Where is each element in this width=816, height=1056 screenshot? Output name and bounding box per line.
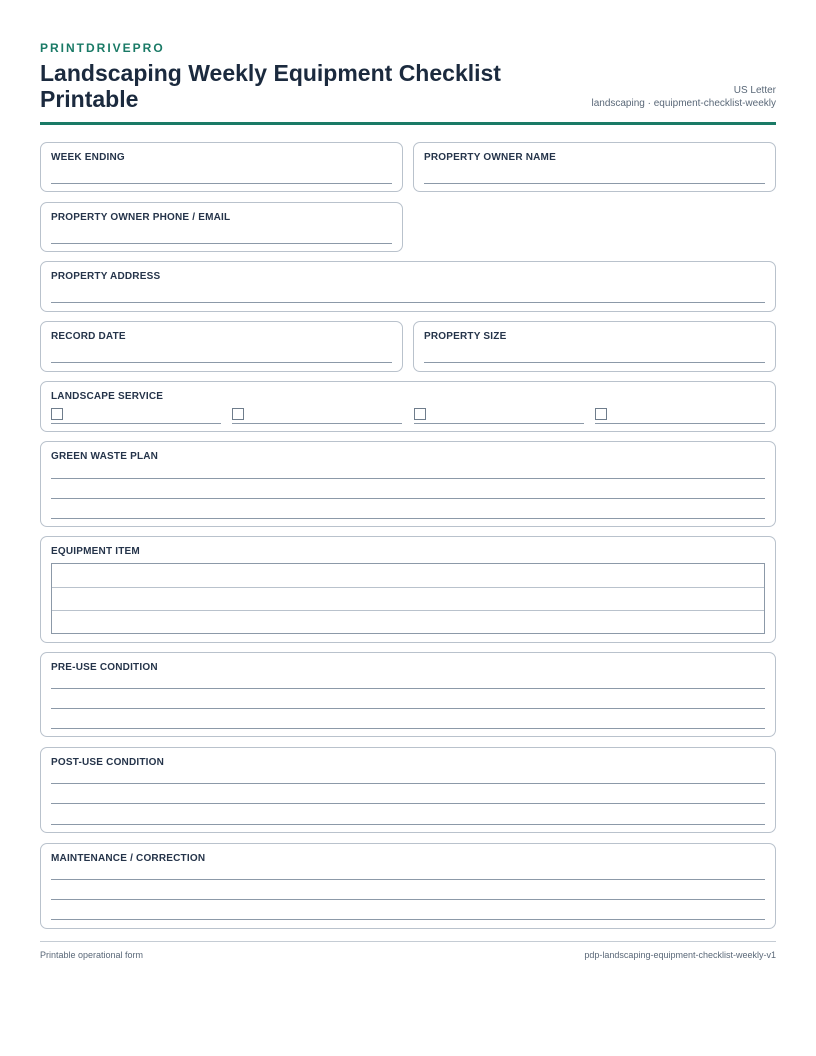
write-line[interactable]	[51, 728, 765, 729]
write-line[interactable]	[424, 183, 765, 184]
property-address-field[interactable]	[40, 261, 776, 312]
document-meta	[591, 84, 776, 110]
field-label: LANDSCAPE SERVICE	[51, 391, 164, 402]
post-use-condition-field[interactable]	[40, 747, 776, 833]
footer-divider	[40, 941, 776, 942]
write-line[interactable]	[51, 478, 765, 479]
equipment-table[interactable]	[51, 563, 765, 634]
maintenance-correction-field[interactable]	[40, 843, 776, 929]
week-ending-field[interactable]	[40, 142, 403, 192]
write-line[interactable]	[51, 919, 765, 920]
field-label: PROPERTY OWNER NAME	[424, 152, 556, 163]
brand-name: PRINTDRIVEPRO	[40, 41, 165, 55]
record-date-field[interactable]	[40, 321, 403, 372]
write-line[interactable]	[595, 423, 765, 424]
write-line[interactable]	[51, 243, 392, 244]
checkbox[interactable]	[51, 408, 63, 420]
write-line[interactable]	[51, 803, 765, 804]
landscape-service-field	[40, 381, 776, 432]
write-line[interactable]	[51, 899, 765, 900]
write-line[interactable]	[51, 518, 765, 519]
header-divider	[40, 122, 776, 125]
field-label: POST-USE CONDITION	[51, 757, 165, 768]
write-line[interactable]	[414, 423, 584, 424]
property-size-field[interactable]	[413, 321, 776, 372]
write-line[interactable]	[51, 879, 765, 880]
checkbox[interactable]	[414, 408, 426, 420]
page-title: Landscaping Weekly Equipment Checklist Printable	[40, 60, 501, 112]
write-line[interactable]	[51, 783, 765, 784]
field-label: EQUIPMENT ITEM	[51, 546, 140, 557]
green-waste-plan-field[interactable]	[40, 441, 776, 527]
footer-description: Printable operational form	[40, 950, 144, 960]
service-option[interactable]	[232, 408, 402, 424]
service-option[interactable]	[414, 408, 584, 424]
property-owner-contact-field[interactable]	[40, 202, 403, 252]
write-line[interactable]	[51, 824, 765, 825]
field-label: PROPERTY OWNER PHONE / EMAIL	[51, 212, 231, 223]
field-label: PRE-USE CONDITION	[51, 662, 158, 673]
write-line[interactable]	[51, 302, 765, 303]
service-option[interactable]	[51, 408, 221, 424]
document-tags: landscaping · equipment-checklist-weekly	[591, 98, 776, 109]
write-line[interactable]	[232, 423, 402, 424]
table-row-divider	[52, 610, 764, 611]
write-line[interactable]	[51, 498, 765, 499]
field-label: RECORD DATE	[51, 331, 126, 342]
write-line[interactable]	[51, 423, 221, 424]
pre-use-condition-field[interactable]	[40, 652, 776, 737]
field-label: WEEK ENDING	[51, 152, 125, 163]
property-owner-name-field[interactable]	[413, 142, 776, 192]
field-label: MAINTENANCE / CORRECTION	[51, 853, 206, 864]
footer-form-id: pdp-landscaping-equipment-checklist-weekly-v1	[584, 950, 776, 960]
table-row-divider	[52, 587, 764, 588]
field-label: PROPERTY ADDRESS	[51, 271, 161, 282]
write-line[interactable]	[51, 362, 392, 363]
write-line[interactable]	[51, 183, 392, 184]
field-label: PROPERTY SIZE	[424, 331, 507, 342]
paper-size: US Letter	[733, 85, 776, 96]
service-option[interactable]	[595, 408, 765, 424]
checkbox[interactable]	[232, 408, 244, 420]
write-line[interactable]	[424, 362, 765, 363]
field-label: GREEN WASTE PLAN	[51, 451, 159, 462]
write-line[interactable]	[51, 708, 765, 709]
equipment-item-field	[40, 536, 776, 643]
write-line[interactable]	[51, 688, 765, 689]
checkbox[interactable]	[595, 408, 607, 420]
